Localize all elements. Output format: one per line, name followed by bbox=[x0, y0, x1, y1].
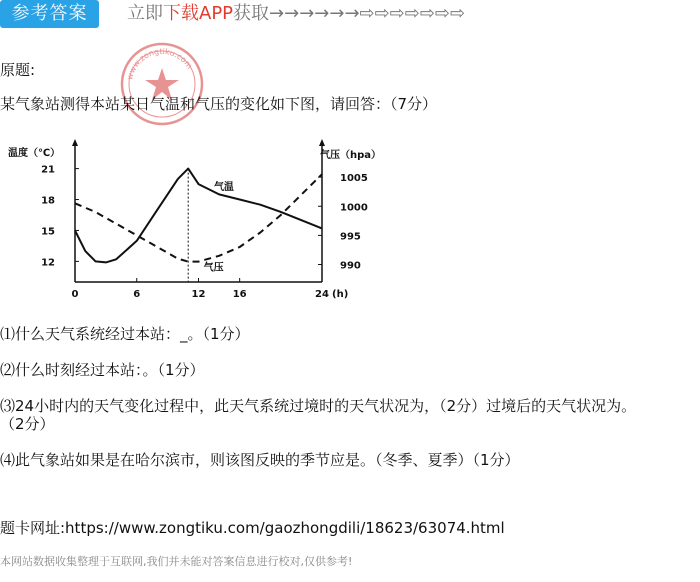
promo-suffix: 获取→→→→→→⇨⇨⇨⇨⇨⇨⇨ bbox=[233, 3, 466, 24]
x-tick-label: 24 bbox=[315, 289, 329, 300]
series-line-pressure bbox=[75, 174, 322, 261]
y-left-axis-label: 温度（℃） bbox=[8, 148, 61, 159]
y-right-axis-label: 气压（hpa） bbox=[320, 150, 382, 161]
y-right-tick-label: 995 bbox=[340, 231, 361, 243]
series-label-temperature: 气温 bbox=[213, 182, 234, 194]
source-url[interactable]: 题卡网址:https://www.zongtiku.com/gaozhongdili/18623/63074.html bbox=[0, 519, 505, 537]
y-right-tick-label: 1000 bbox=[340, 202, 368, 214]
chart-svg bbox=[0, 130, 400, 300]
question-heading: 原题: bbox=[0, 61, 36, 79]
download-app-link[interactable]: 下载APP bbox=[163, 3, 234, 24]
y-right-arrow bbox=[319, 139, 325, 146]
question-item-1: ⑴什么天气系统经过本站：_。（1分） bbox=[0, 325, 250, 343]
y-right-tick-label: 990 bbox=[340, 260, 361, 272]
question-item-4: ⑷此气象站如果是在哈尔滨市，则该图反映的季节应是。（冬季、夏季）（1分） bbox=[0, 451, 520, 469]
series-line-temperature bbox=[75, 169, 322, 263]
answer-stamp-seal bbox=[118, 40, 206, 128]
question-item-3-points: （2分） bbox=[0, 415, 55, 433]
answer-button[interactable]: 参考答案 bbox=[0, 0, 99, 28]
y-left-tick-label: 15 bbox=[41, 226, 55, 238]
question-item-3: ⑶24小时内的天气变化过程中，此天气系统过境时的天气状况为，（2分）过境后的天气状况为。 bbox=[0, 397, 637, 415]
y-left-tick-label: 18 bbox=[41, 195, 55, 207]
y-left-tick-label: 12 bbox=[41, 257, 55, 269]
question-item-2: ⑵什么时刻经过本站：。（1分） bbox=[0, 361, 205, 379]
x-unit-label: (h) bbox=[332, 289, 349, 300]
y-left-arrow bbox=[72, 139, 78, 146]
temperature-pressure-chart bbox=[0, 130, 400, 300]
disclaimer: 本网站数据收集整理于互联网,我们并未能对答案信息进行校对,仅供参考! bbox=[0, 555, 353, 568]
x-tick-label: 0 bbox=[71, 289, 79, 300]
x-tick-label: 12 bbox=[191, 289, 206, 300]
series-label-pressure: 气压 bbox=[203, 262, 224, 274]
source-link[interactable] bbox=[0, 518, 505, 538]
y-right-tick-label: 1005 bbox=[340, 173, 368, 185]
y-left-tick-label: 21 bbox=[41, 164, 55, 176]
svg-text:www.zongtiku.com: www.zongtiku.com bbox=[125, 46, 195, 81]
x-tick-label: 6 bbox=[133, 289, 141, 300]
promo-prefix: 立即 bbox=[127, 3, 163, 24]
question-intro: 某气象站测得本站某日气温和气压的变化如下图，请回答：（7分） bbox=[0, 95, 438, 113]
x-tick-label: 16 bbox=[232, 289, 247, 300]
download-app-promo[interactable] bbox=[127, 2, 465, 26]
